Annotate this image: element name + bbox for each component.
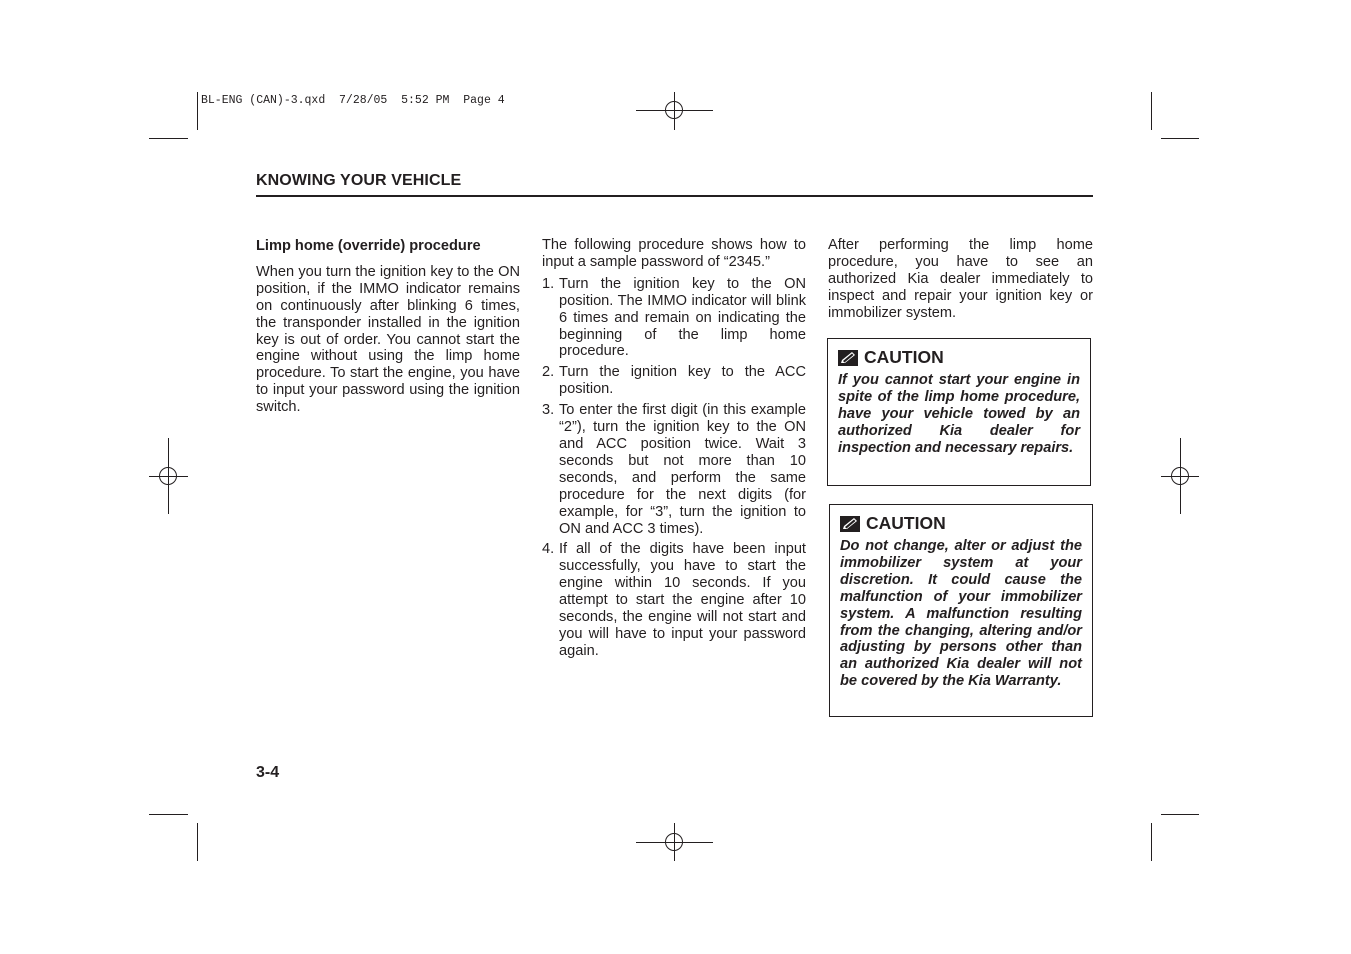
column-1 <box>256 238 520 416</box>
page-number: 3-4 <box>256 764 280 781</box>
printer-slug: BL-ENG (CAN)-3.qxd 7/28/05 5:52 PM Page 4 <box>201 94 505 107</box>
caution-title: CAUTION <box>864 347 944 367</box>
crop-mark-bottom-left-vertical <box>197 823 198 861</box>
procedure-steps <box>542 276 806 660</box>
step-number: 2. <box>542 364 555 381</box>
crop-mark-top-left-horizontal <box>149 138 188 139</box>
paragraph-intro: The following procedure shows how to input a sample password of “2345.” <box>542 237 806 270</box>
step-number: 4. <box>542 541 555 558</box>
caution-title: CAUTION <box>866 513 946 533</box>
caution-header <box>840 513 1082 534</box>
caution-box-1 <box>827 338 1091 486</box>
caution-pencil-icon <box>840 516 860 532</box>
column-3 <box>828 237 1093 322</box>
paragraph-limp-home: When you turn the ignition key to the ON position, if the IMMO indicator remains on continuously after blinking 6 times, the transponder installed in the ignition key is out of order. You cannot start the engine without using the limp home procedure. To start the engine, you have to input your password using the ignition switch. <box>256 263 520 416</box>
caution-header <box>838 347 1080 368</box>
step-text: To enter the first digit (in this example “2”), turn the ignition key to the ON and ACC position twice. Wait 3 seconds but not more than 10 seconds, and perform the same procedure for the next digits (for example, for “3”, turn the ignition to ON and ACC 3 times). <box>559 402 806 537</box>
caution-text: If you cannot start your engine in spite of the limp home procedure, have your vehicle towed by an authorized Kia dealer for inspection and necessary repairs. <box>838 372 1080 456</box>
crop-mark-bottom-right-horizontal <box>1161 814 1199 815</box>
step-text: Turn the ignition key to the ACC position. <box>559 364 806 398</box>
caution-pencil-icon <box>838 350 858 366</box>
crop-mark-top-left-vertical <box>197 92 198 130</box>
paragraph-after-procedure: After performing the limp home procedure, you have to see an authorized Kia dealer immediately to inspect and repair your ignition key or immobilizer system. <box>828 237 1093 321</box>
step-text: Turn the ignition key to the ON position. The IMMO indicator will blink 6 times and remain on indicating the beginning of the limp home procedure. <box>559 275 806 360</box>
crop-mark-top-right-horizontal <box>1161 138 1199 139</box>
crop-mark-top-right-vertical <box>1151 92 1152 130</box>
caution-text: Do not change, alter or adjust the immobilizer system at your discretion. It could cause the malfunction of your immobilizer system. A malfunction resulting from the changing, altering and/or adjusting by persons other than an authorized Kia dealer will not be covered by the Kia Warranty. <box>840 538 1082 690</box>
header-rule <box>256 195 1093 197</box>
section-title: KNOWING YOUR VEHICLE <box>256 172 462 189</box>
caution-box-2 <box>829 504 1093 717</box>
list-item <box>542 541 806 659</box>
list-item <box>542 402 806 537</box>
crop-mark-bottom-right-vertical <box>1151 823 1152 861</box>
step-number: 3. <box>542 402 555 419</box>
step-number: 1. <box>542 275 555 292</box>
subheading-limp-home: Limp home (override) procedure <box>256 238 481 254</box>
list-item <box>542 276 806 361</box>
list-item <box>542 364 806 398</box>
column-2 <box>542 237 806 664</box>
crop-mark-bottom-left-horizontal <box>149 814 188 815</box>
step-text: If all of the digits have been input successfully, you have to start the engine within 10 seconds. If you attempt to start the engine after 10 seconds, the engine will not start and you will have to input your password again. <box>559 541 806 659</box>
